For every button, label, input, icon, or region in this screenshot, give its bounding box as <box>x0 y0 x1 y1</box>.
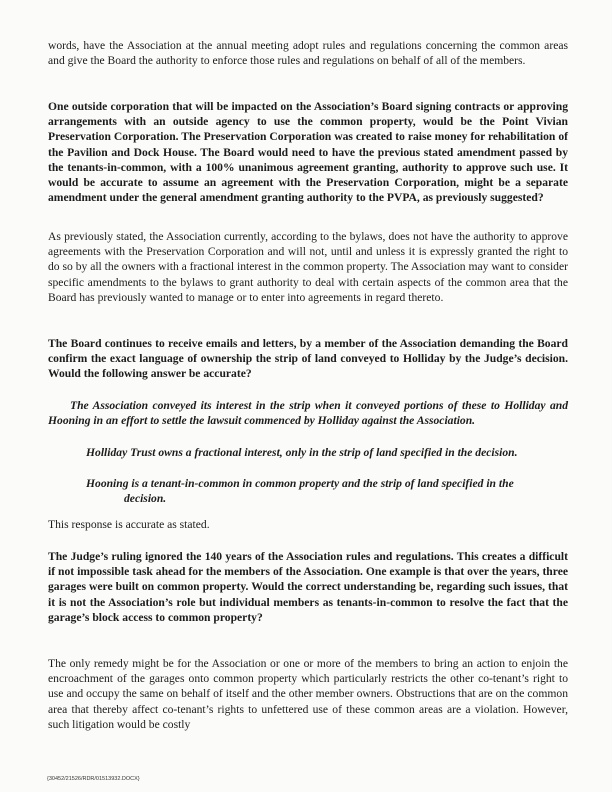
answer-garages-remedy: The only remedy might be for the Association or one or more of the members to bring an action to enjoin the encroachment of the garages onto common property which particularly restricts the other co-tenant’s right to use and occupy the same on behalf of itself and the other member owners. Obstructions that are on the common area that thereby affect co-tenant’s rights to unfettered use of these common areas are a violation. However, such litigation would be costly <box>48 657 568 731</box>
question-judges-ruling-garages: The Judge’s ruling ignored the 140 years of the Association rules and regulations. This creates a difficult if not impossible task ahead for the members of the Association. One example is that over the years, three garages were built on common property. Would the correct understanding be, regarding such issues, that it is not the Association’s role but individual members as tenants-in-common to resolve the fact that the garage’s block access to common property? <box>48 550 568 624</box>
answer-preservation-corporation: As previously stated, the Association currently, according to the bylaws, does not have the authority to approve agreements with the Preservation Corporation and will not, until and unless it is expressly granted the right to do so by all the owners with a fractional interest in the common property. The Association may want to consider specific amendments to the bylaws to grant authority to deal with certain aspects of the common area that the Board has previously wanted to manage or to enter into agreements in regard thereto. <box>48 230 568 304</box>
response-accurate: This response is accurate as stated. <box>48 518 210 531</box>
question-holliday-strip: The Board continues to receive emails and letters, by a member of the Association demanding the Board confirm the exact language of ownership the strip of land conveyed to Holliday by the Judge’s decision. Would the following answer be accurate? <box>48 337 568 381</box>
paragraph-rules-regulations: words, have the Association at the annual meeting adopt rules and regulations concerning the common areas and give the Board the authority to enforce those rules and regulations on behalf of all of the members. <box>48 39 568 68</box>
question-preservation-corporation: One outside corporation that will be impacted on the Association’s Board signing contracts or approving arrangements with an outside agency to use the common property, would be the Point Vivian Preservation Corporation. The Preservation Corporation was created to raise money for rehabilitation of the Pavilion and Dock House. The Board would need to have the previous stated amendment passed by the tenants-in-common, with a 100% unanimous agreement granting, authority to approve such use. It would be accurate to assume an agreement with the Preservation Corporation, might be a separate amendment under the general amendment granting authority to the PVPA, as previously suggested? <box>48 100 568 205</box>
proposed-answer-holliday-trust: Holliday Trust owns a fractional interest, only in the strip of land specified in the decision. <box>86 446 518 459</box>
document-footer-id: {30452/21526/RDR/01513932.DOCX} <box>47 776 140 782</box>
proposed-answer-conveyance: The Association conveyed its interest in the strip when it conveyed portions of these to Holliday and Hooning in an effort to settle the lawsuit commenced by Holliday against the Association. <box>48 399 568 428</box>
proposed-answer-hooning: Hooning is a tenant-in-common in common property and the strip of land specified in the decision. <box>86 477 514 506</box>
